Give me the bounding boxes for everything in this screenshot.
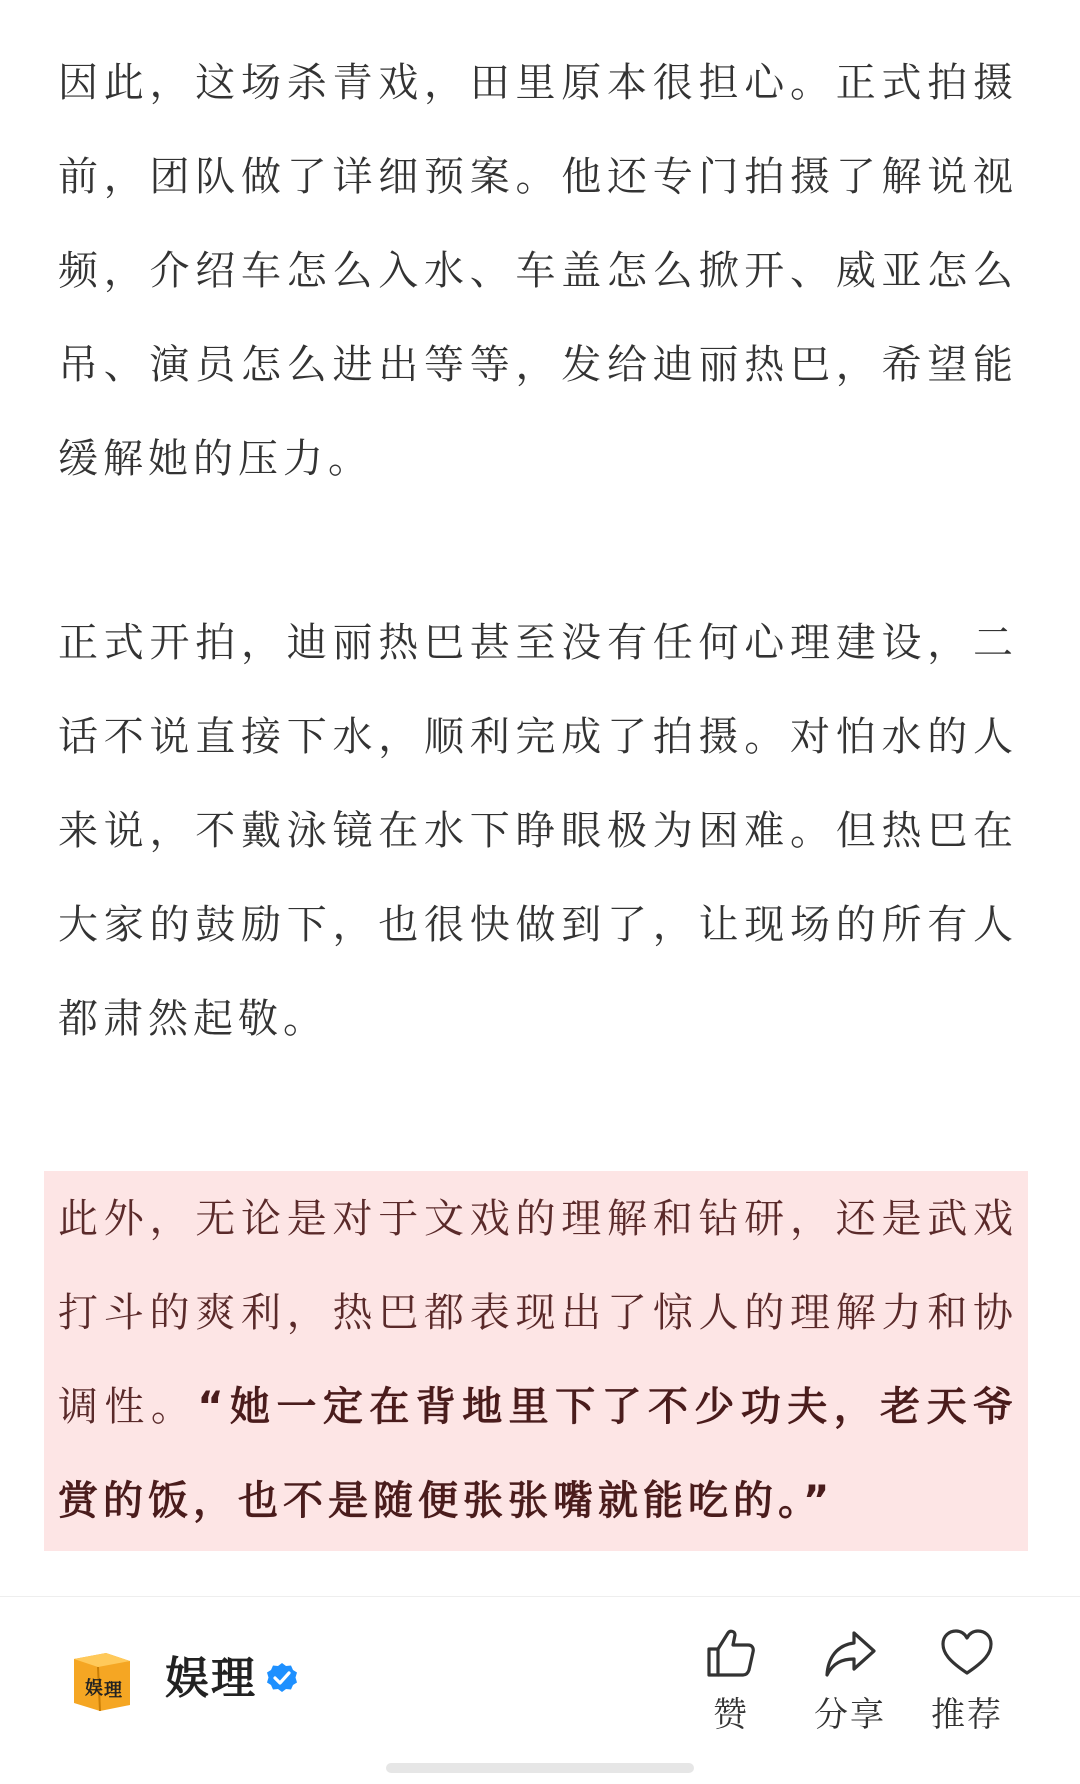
like-button[interactable] (676, 1625, 786, 1755)
share-button[interactable] (795, 1625, 905, 1755)
author-name[interactable]: 娱理 (165, 1653, 257, 1704)
article-paragraph: 因此，这场杀青戏，田里原本很担心。正式拍摄前，团队做了详细预案。他还专门拍摄了解说视频，介绍车怎么入水、车盖怎么掀开、威亚怎么吊、演员怎么进出等等，发给迪丽热巴，希望能缓解她的压力。 (58, 60, 1018, 482)
home-indicator[interactable] (386, 1763, 694, 1773)
paragraph-text: 此外，无论是对于文戏的理解和钻研，还是武戏打斗的爽利，热巴都表现出了惊人的理解力和协调性。 (58, 1196, 1018, 1430)
thumbs-up-icon (703, 1625, 759, 1681)
share-label: 分享 (814, 1695, 886, 1735)
verified-badge-icon (264, 1661, 300, 1697)
author-avatar[interactable] (70, 1649, 134, 1713)
like-label: 赞 (713, 1695, 749, 1735)
bold-quote: “她一定在背地里下了不少功夫，老天爷赏的饭，也不是随便张张嘴就能吃的。” (58, 1384, 1018, 1524)
heart-icon (939, 1625, 995, 1681)
avatar-logo-icon (70, 1649, 134, 1713)
svg-text:理: 理 (104, 1680, 122, 1701)
recommend-button[interactable] (912, 1625, 1022, 1755)
footer-bar (0, 1597, 1080, 1784)
svg-text:娱: 娱 (85, 1678, 103, 1699)
recommend-label: 推荐 (931, 1695, 1003, 1735)
highlighted-paragraph (58, 1172, 1018, 1548)
share-arrow-icon (822, 1625, 878, 1681)
article-paragraph: 正式开拍，迪丽热巴甚至没有任何心理建设，二话不说直接下水，顺利完成了拍摄。对怕水的人来说，不戴泳镜在水下睁眼极为困难。但热巴在大家的鼓励下，也很快做到了，让现场的所有人都肃然起敬。 (58, 620, 1018, 1042)
